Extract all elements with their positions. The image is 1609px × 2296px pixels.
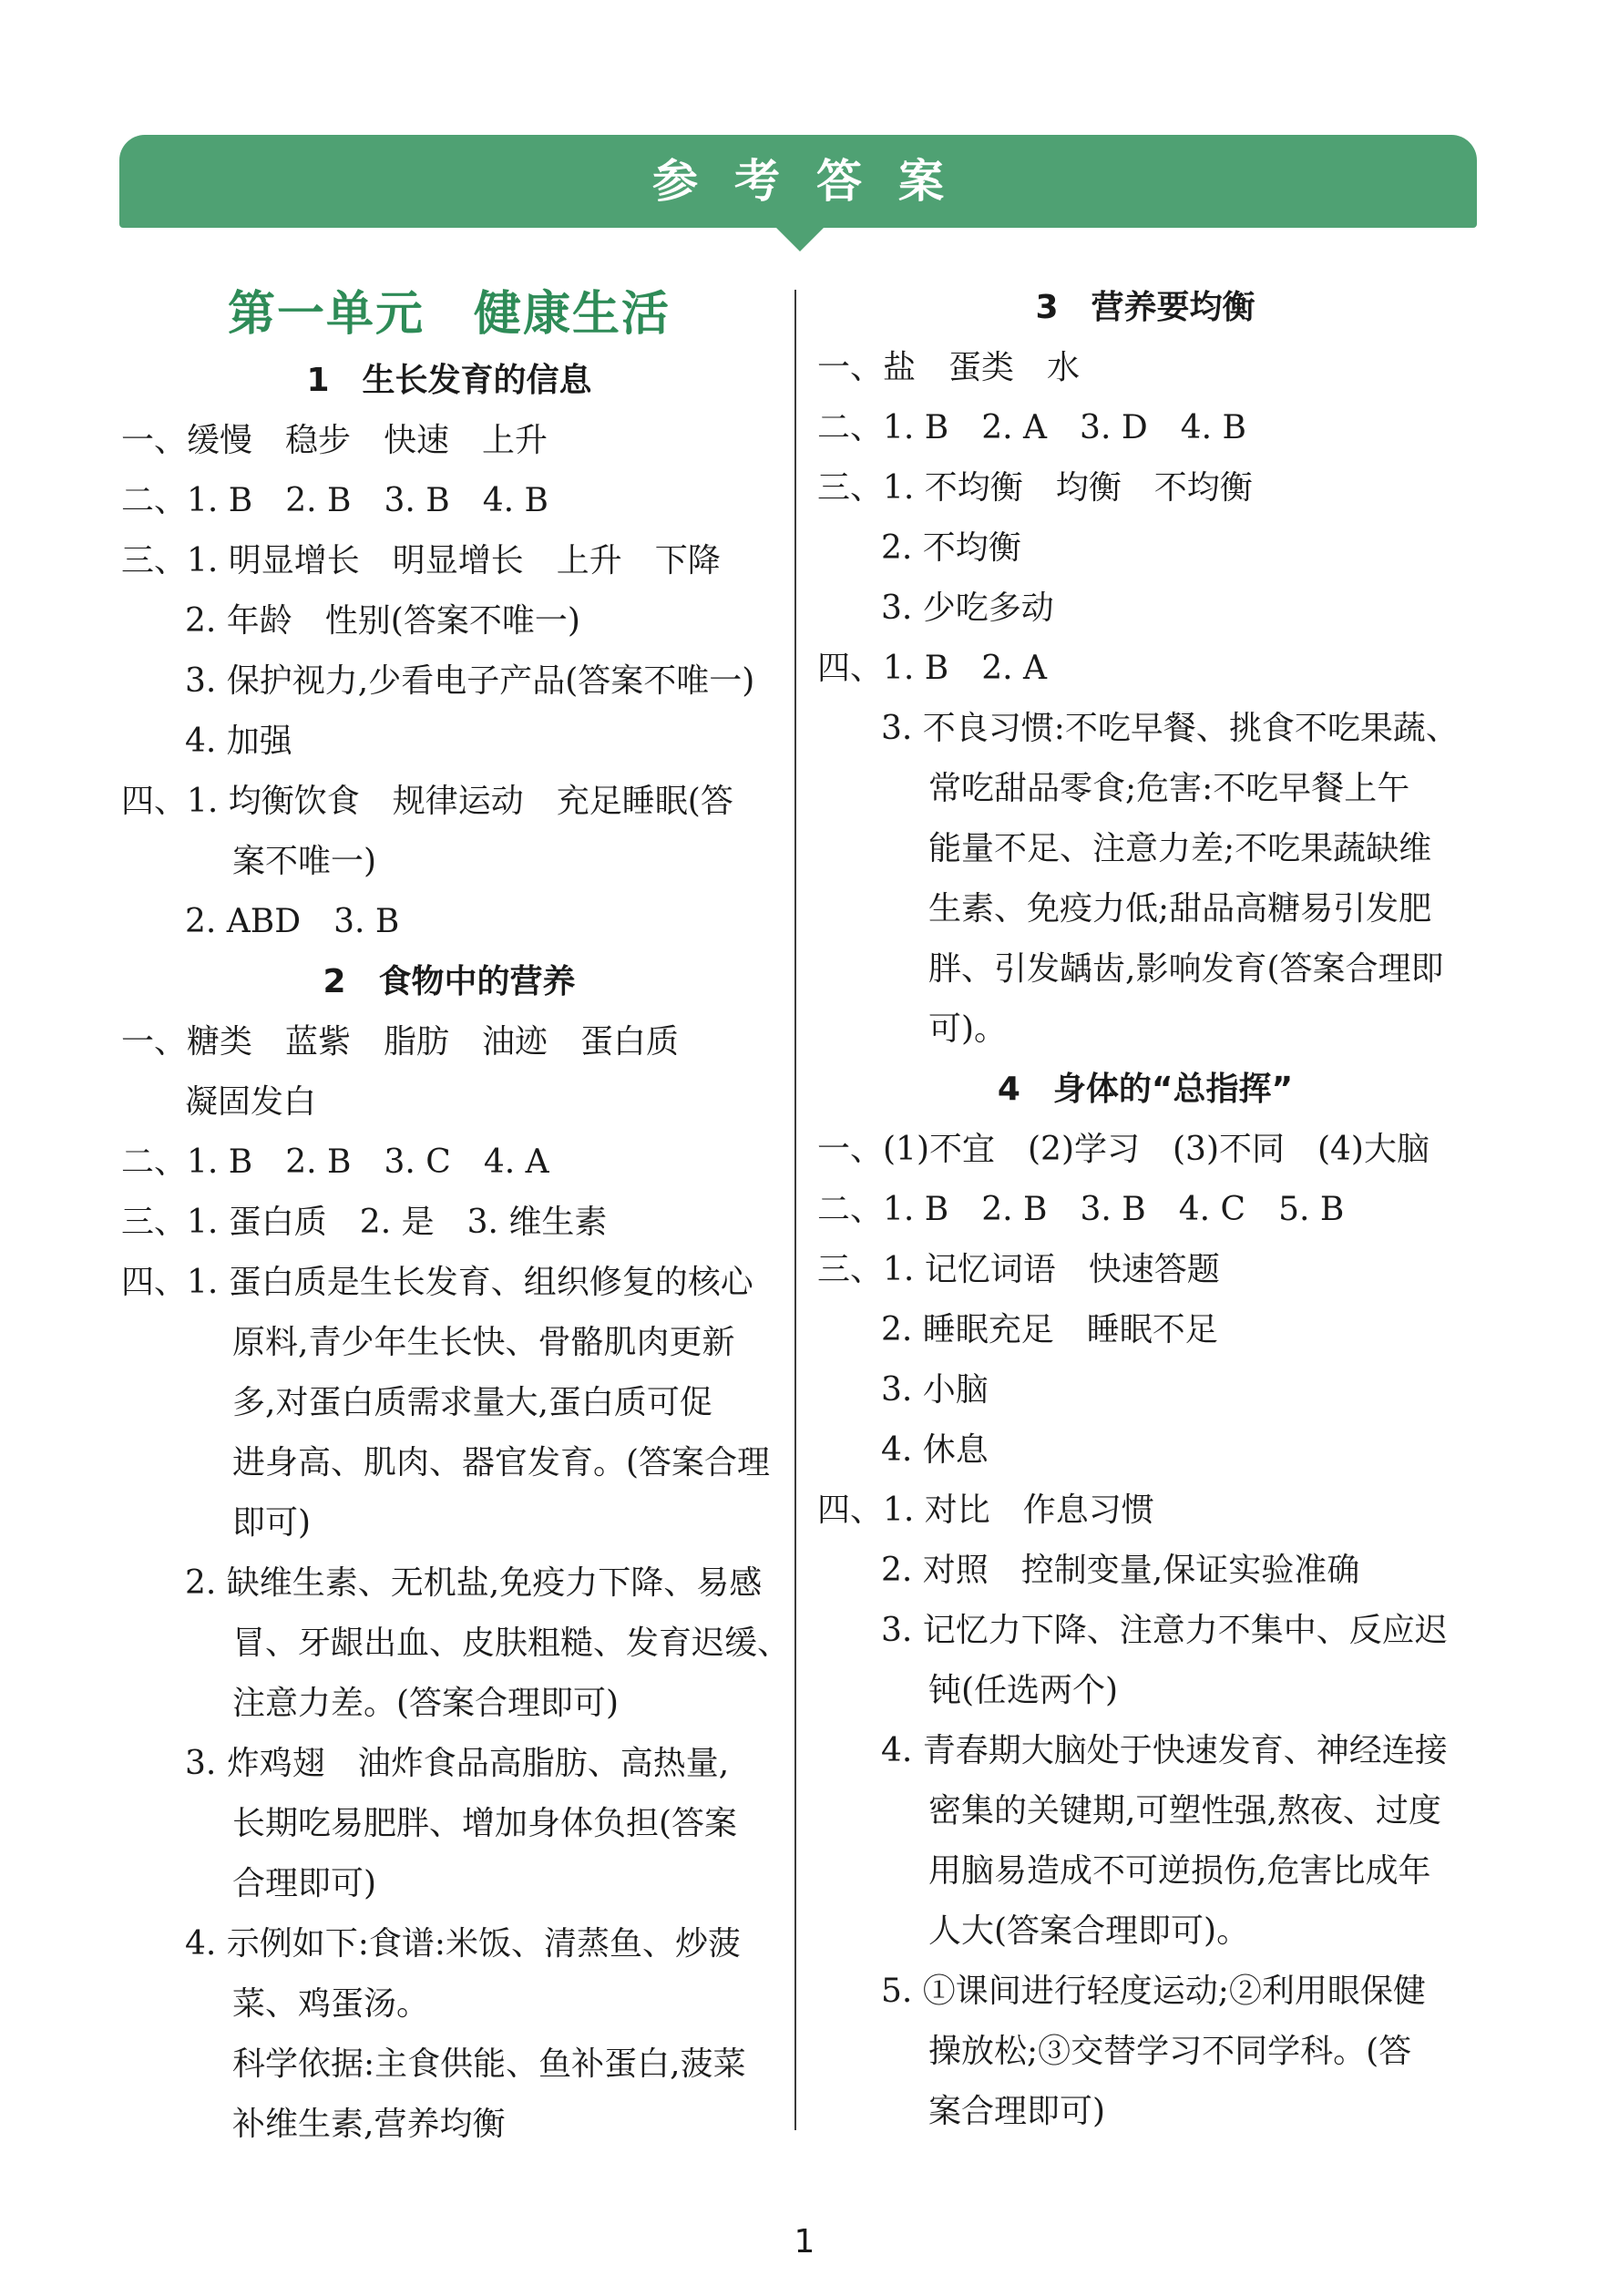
answer-line: 2. 年龄 性别(答案不唯一) (185, 602, 580, 640)
lesson-title: 2 食物中的营养 (323, 963, 576, 1000)
answer-line: 三、1. 记忆词语 快速答题 (817, 1251, 1220, 1288)
answer-line: 一、盐 蛋类 水 (817, 349, 1081, 386)
column-divider (794, 290, 796, 2130)
answer-line: 一、(1)不宜 (2)学习 (3)不同 (4)大脑 (817, 1131, 1430, 1168)
answer-line: 二、1. B 2. A 3. D 4. B (817, 409, 1246, 446)
answer-line: 3. 记忆力下降、注意力不集中、反应迟 (881, 1612, 1448, 1649)
answer-line: 二、1. B 2. B 3. B 4. B (121, 482, 548, 519)
answer-line: 二、1. B 2. B 3. B 4. C 5. B (817, 1191, 1345, 1228)
unit-title: 第一单元 健康生活 (227, 287, 671, 342)
answer-line: 四、1. 蛋白质是生长发育、组织修复的核心 (121, 1264, 753, 1301)
answer-line: 即可) (232, 1504, 312, 1542)
answer-line: 三、1. 蛋白质 2. 是 3. 维生素 (121, 1204, 608, 1241)
right-column (817, 278, 1473, 2142)
answer-line: 生素、免疫力低;甜品高糖易引发肥 (928, 890, 1432, 928)
answer-line: 5. ①课间进行轻度运动;②利用眼保健 (881, 1973, 1426, 2010)
answer-line: 3. 炸鸡翅 油炸食品高脂肪、高热量, (185, 1745, 730, 1782)
lesson-title: 3 营养要均衡 (1035, 289, 1255, 326)
answer-line: 3. 保护视力,少看电子产品(答案不唯一) (185, 662, 755, 700)
answer-line: 2. ABD 3. B (185, 903, 400, 940)
answer-line: 常吃甜品零食;危害:不吃早餐上午 (928, 770, 1410, 807)
answer-line: 注意力差。(答案合理即可) (232, 1685, 620, 1722)
answer-line: 3. 小脑 (881, 1371, 989, 1409)
answer-line: 长期吃易肥胖、增加身体负担(答案 (232, 1805, 738, 1842)
answer-line: 案不唯一) (232, 843, 377, 880)
page-number: 1 (794, 2223, 815, 2260)
answer-line: 可)。 (928, 1010, 1008, 1048)
answer-line: 三、1. 明显增长 明显增长 上升 下降 (121, 542, 721, 579)
answer-line: 二、1. B 2. B 3. C 4. A (121, 1143, 549, 1181)
answer-line: 操放松;③交替学习不同学科。(答 (928, 2033, 1412, 2070)
answer-line: 3. 不良习惯:不吃早餐、挑食不吃果蔬、 (881, 710, 1459, 747)
answer-line: 四、1. 对比 作息习惯 (817, 1491, 1154, 1529)
answer-line: 科学依据:主食供能、鱼补蛋白,菠菜 (232, 2045, 746, 2083)
answer-line: 人大(答案合理即可)。 (928, 1912, 1250, 1950)
answer-line: 4. 休息 (881, 1431, 989, 1469)
answer-line: 2. 缺维生素、无机盐,免疫力下降、易感 (185, 1564, 763, 1602)
answer-line: 四、1. 均衡饮食 规律运动 充足睡眠(答 (121, 783, 733, 820)
answer-line: 进身高、肌肉、器官发育。(答案合理 (232, 1444, 771, 1481)
answer-line: 合理即可) (232, 1865, 377, 1902)
answer-line: 4. 示例如下:食谱:米饭、清蒸鱼、炒菠 (185, 1925, 742, 1963)
answer-line: 一、缓慢 稳步 快速 上升 (121, 422, 548, 459)
answer-line: 2. 对照 控制变量,保证实验准确 (881, 1552, 1360, 1589)
answer-line: 冒、牙龈出血、皮肤粗糙、发育迟缓、 (232, 1625, 791, 1662)
answer-line: 原料,青少年生长快、骨骼肌肉更新 (232, 1324, 735, 1361)
answer-line: 一、糖类 蓝紫 脂肪 油迹 蛋白质 (121, 1023, 680, 1061)
answer-line: 钝(任选两个) (928, 1672, 1119, 1709)
answer-line: 补维生素,营养均衡 (232, 2106, 506, 2143)
answer-line: 3. 少吃多动 (881, 589, 1054, 627)
answer-line: 2. 不均衡 (881, 529, 1021, 567)
lesson-title: 1 生长发育的信息 (306, 362, 592, 399)
page-title: 参考答案 (652, 155, 980, 208)
answer-line: 三、1. 不均衡 均衡 不均衡 (817, 469, 1253, 507)
header-banner-notch (776, 228, 824, 251)
lesson-title: 4 身体的“总指挥” (997, 1071, 1294, 1108)
answer-line: 凝固发白 (185, 1083, 317, 1121)
answer-line: 密集的关键期,可塑性强,熬夜、过度 (928, 1792, 1441, 1830)
answer-line: 胖、引发龋齿,影响发育(答案合理即 (928, 950, 1444, 988)
answer-line: 四、1. B 2. A (817, 650, 1048, 687)
answer-line: 多,对蛋白质需求量大,蛋白质可促 (232, 1384, 712, 1421)
answer-line: 能量不足、注意力差;不吃果蔬缺维 (928, 830, 1432, 867)
left-column (121, 278, 791, 2155)
answer-line: 4. 加强 (185, 723, 292, 760)
answer-line: 案合理即可) (928, 2093, 1106, 2130)
answer-line: 用脑易造成不可逆损伤,危害比成年 (928, 1852, 1431, 1890)
answer-line: 菜、鸡蛋汤。 (232, 1985, 430, 2023)
answer-line: 2. 睡眠充足 睡眠不足 (881, 1311, 1218, 1348)
answer-line: 4. 青春期大脑处于快速发育、神经连接 (881, 1732, 1448, 1769)
